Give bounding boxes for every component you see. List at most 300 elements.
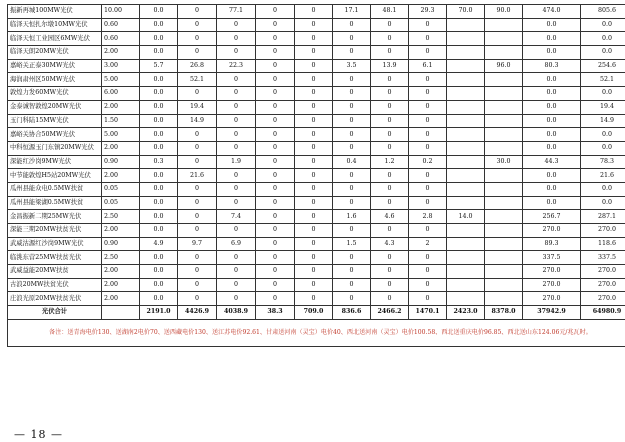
value-cell: 0 xyxy=(295,182,333,196)
value-cell: 118.6 xyxy=(581,237,625,251)
value-cell xyxy=(447,87,485,101)
value-cell: 270.0 xyxy=(581,224,625,238)
value-cell: 0 xyxy=(178,292,217,306)
value-cell: 0.0 xyxy=(523,100,581,114)
value-cell: 0 xyxy=(295,265,333,279)
value-cell: 0 xyxy=(256,196,295,210)
value-cell: 22.3 xyxy=(217,59,256,73)
value-cell: 0 xyxy=(256,5,295,19)
table-row xyxy=(8,169,625,183)
value-cell: 0 xyxy=(217,128,256,142)
value-cell: 30.0 xyxy=(485,155,523,169)
value-cell: 0.0 xyxy=(140,46,178,60)
value-cell: 0 xyxy=(256,141,295,155)
total-value-cell: 4426.9 xyxy=(178,306,217,320)
total-value-cell: 1470.1 xyxy=(409,306,447,320)
value-cell: 0 xyxy=(295,18,333,32)
value-cell: 0 xyxy=(333,73,371,87)
value-cell: 0.60 xyxy=(102,32,140,46)
value-cell: 0 xyxy=(178,155,217,169)
value-cell: 0.0 xyxy=(581,182,625,196)
value-cell: 0 xyxy=(256,210,295,224)
value-cell xyxy=(447,100,485,114)
table-row xyxy=(8,32,625,46)
value-cell: 0 xyxy=(371,224,409,238)
value-cell: 4.9 xyxy=(140,237,178,251)
value-cell: 10.00 xyxy=(102,5,140,19)
value-cell: 13.9 xyxy=(371,59,409,73)
value-cell: 0.4 xyxy=(333,155,371,169)
value-cell: 0.0 xyxy=(140,169,178,183)
value-cell: 0 xyxy=(178,265,217,279)
value-cell: 0.0 xyxy=(523,141,581,155)
value-cell: 0 xyxy=(333,100,371,114)
value-cell xyxy=(485,182,523,196)
value-cell: 0 xyxy=(295,114,333,128)
value-cell xyxy=(485,46,523,60)
value-cell: 0.0 xyxy=(140,128,178,142)
total-value-cell: 4038.9 xyxy=(217,306,256,320)
station-name-cell: 瓜州县能众电0.5MW扶贫 xyxy=(8,182,102,196)
value-cell: 0.0 xyxy=(140,224,178,238)
value-cell: 0 xyxy=(256,278,295,292)
value-cell: 0 xyxy=(371,196,409,210)
value-cell: 0 xyxy=(371,32,409,46)
value-cell: 6.00 xyxy=(102,87,140,101)
value-cell: 0 xyxy=(217,100,256,114)
table-row xyxy=(8,265,625,279)
value-cell: 0 xyxy=(178,210,217,224)
value-cell: 0 xyxy=(371,18,409,32)
value-cell: 1.6 xyxy=(333,210,371,224)
table-row xyxy=(8,59,625,73)
value-cell: 0.0 xyxy=(523,32,581,46)
value-cell xyxy=(447,59,485,73)
value-cell xyxy=(485,169,523,183)
value-cell: 0 xyxy=(295,278,333,292)
value-cell xyxy=(447,237,485,251)
table-row xyxy=(8,46,625,60)
total-value-cell: 709.0 xyxy=(295,306,333,320)
station-name-cell: 金泰诚智敦煌20MW光伏 xyxy=(8,100,102,114)
value-cell: 0 xyxy=(409,292,447,306)
value-cell: 0 xyxy=(256,18,295,32)
station-name-cell: 振新再城100MW光伏 xyxy=(8,5,102,19)
value-cell: 0 xyxy=(295,87,333,101)
value-cell: 0 xyxy=(295,59,333,73)
table-row xyxy=(8,5,625,19)
value-cell: 29.3 xyxy=(409,5,447,19)
value-cell: 0.0 xyxy=(140,292,178,306)
value-cell xyxy=(447,73,485,87)
value-cell xyxy=(447,169,485,183)
table-row xyxy=(8,278,625,292)
value-cell: 0.0 xyxy=(581,128,625,142)
value-cell: 19.4 xyxy=(178,100,217,114)
value-cell: 0 xyxy=(371,182,409,196)
value-cell: 0.90 xyxy=(102,237,140,251)
station-name-cell: 古浪20MW扶贫光伏 xyxy=(8,278,102,292)
station-name-cell: 深能三期20MW扶贫光伏 xyxy=(8,224,102,238)
value-cell: 0.0 xyxy=(140,196,178,210)
value-cell: 0 xyxy=(178,196,217,210)
value-cell: 0.0 xyxy=(140,182,178,196)
value-cell: 0 xyxy=(217,265,256,279)
value-cell: 0 xyxy=(333,278,371,292)
value-cell: 0 xyxy=(217,292,256,306)
value-cell: 0 xyxy=(295,5,333,19)
value-cell: 0 xyxy=(409,196,447,210)
value-cell: 70.0 xyxy=(447,5,485,19)
table-row xyxy=(8,100,625,114)
value-cell: 0 xyxy=(217,224,256,238)
value-cell: 0 xyxy=(256,59,295,73)
value-cell: 0 xyxy=(409,114,447,128)
station-name-cell: 敦煌力发60MW光伏 xyxy=(8,87,102,101)
value-cell: 0 xyxy=(295,32,333,46)
value-cell: 0 xyxy=(256,128,295,142)
value-cell: 0 xyxy=(256,46,295,60)
value-cell: 0 xyxy=(333,169,371,183)
value-cell: 0 xyxy=(371,46,409,60)
value-cell: 0.0 xyxy=(140,32,178,46)
value-cell: 0 xyxy=(333,87,371,101)
table-row xyxy=(8,292,625,306)
value-cell: 5.00 xyxy=(102,128,140,142)
value-cell: 0.3 xyxy=(140,155,178,169)
value-cell xyxy=(485,128,523,142)
station-name-cell: 嘉峪关正泰30MW光伏 xyxy=(8,59,102,73)
value-cell: 9.7 xyxy=(178,237,217,251)
value-cell: 0 xyxy=(333,196,371,210)
value-cell xyxy=(485,18,523,32)
value-cell xyxy=(447,265,485,279)
value-cell xyxy=(485,265,523,279)
value-cell xyxy=(485,87,523,101)
value-cell xyxy=(485,278,523,292)
value-cell: 254.6 xyxy=(581,59,625,73)
value-cell: 14.9 xyxy=(581,114,625,128)
value-cell: 0.0 xyxy=(523,114,581,128)
value-cell: 0.0 xyxy=(581,141,625,155)
value-cell: 0 xyxy=(409,87,447,101)
value-cell xyxy=(447,155,485,169)
value-cell: 0 xyxy=(409,141,447,155)
table-row xyxy=(8,237,625,251)
value-cell: 270.0 xyxy=(581,265,625,279)
value-cell: 270.0 xyxy=(581,292,625,306)
note-row xyxy=(8,319,625,346)
station-name-cell: 武威益能20MW扶贫 xyxy=(8,265,102,279)
value-cell: 0.0 xyxy=(523,87,581,101)
total-value-cell: 38.3 xyxy=(256,306,295,320)
value-cell: 6.1 xyxy=(409,59,447,73)
value-cell: 0 xyxy=(295,210,333,224)
value-cell: 0.0 xyxy=(140,265,178,279)
value-cell: 0 xyxy=(217,182,256,196)
value-cell: 0.0 xyxy=(581,32,625,46)
value-cell: 0 xyxy=(409,46,447,60)
value-cell: 0.0 xyxy=(523,73,581,87)
value-cell: 2.8 xyxy=(409,210,447,224)
value-cell xyxy=(447,18,485,32)
value-cell: 270.0 xyxy=(523,265,581,279)
station-name-cell: 嘉峪关协合50MW光伏 xyxy=(8,128,102,142)
value-cell xyxy=(485,141,523,155)
table-body xyxy=(8,5,625,347)
value-cell: 0 xyxy=(256,32,295,46)
station-name-cell: 玉门科陆15MW光伏 xyxy=(8,114,102,128)
value-cell: 0 xyxy=(371,292,409,306)
total-value-cell: 2466.2 xyxy=(371,306,409,320)
value-cell: 0.0 xyxy=(140,141,178,155)
value-cell: 0 xyxy=(256,265,295,279)
value-cell: 0.0 xyxy=(581,46,625,60)
value-cell: 2.50 xyxy=(102,251,140,265)
value-cell: 0 xyxy=(333,32,371,46)
value-cell xyxy=(447,292,485,306)
value-cell xyxy=(447,128,485,142)
value-cell: 0 xyxy=(409,32,447,46)
value-cell: 52.1 xyxy=(178,73,217,87)
value-cell: 0 xyxy=(409,224,447,238)
value-cell xyxy=(485,114,523,128)
value-cell: 26.8 xyxy=(178,59,217,73)
total-value-cell: 2423.0 xyxy=(447,306,485,320)
value-cell xyxy=(447,182,485,196)
value-cell xyxy=(447,196,485,210)
value-cell: 21.6 xyxy=(581,169,625,183)
value-cell: 0 xyxy=(371,169,409,183)
value-cell: 2.00 xyxy=(102,169,140,183)
value-cell: 0.0 xyxy=(140,114,178,128)
station-name-cell: 临泽天恒工业园区6MW光伏 xyxy=(8,32,102,46)
value-cell: 2.00 xyxy=(102,46,140,60)
value-cell: 0 xyxy=(409,128,447,142)
value-cell: 0 xyxy=(371,278,409,292)
value-cell: 78.3 xyxy=(581,155,625,169)
station-name-cell: 临泽天朗20MW光伏 xyxy=(8,46,102,60)
value-cell: 7.4 xyxy=(217,210,256,224)
value-cell: 0.0 xyxy=(140,100,178,114)
value-cell: 14.9 xyxy=(178,114,217,128)
value-cell: 0.0 xyxy=(581,196,625,210)
value-cell: 0 xyxy=(295,46,333,60)
value-cell: 0.0 xyxy=(581,18,625,32)
value-cell: 0 xyxy=(178,5,217,19)
value-cell: 0 xyxy=(178,32,217,46)
value-cell: 0 xyxy=(371,141,409,155)
value-cell: 0.0 xyxy=(140,5,178,19)
value-cell: 0 xyxy=(371,251,409,265)
value-cell xyxy=(485,73,523,87)
value-cell xyxy=(447,32,485,46)
value-cell: 0.90 xyxy=(102,155,140,169)
note-text: 备注：送青海电价130、送湖南2电价70、送西藏电价130、送江苏电价92.61、甘肃送河南（灵宝）电价40、西北送河南（灵宝）电价100.58、西北送重庆电价96.85、西北送山东124.06元/兆瓦时。 xyxy=(8,319,625,346)
value-cell: 0.0 xyxy=(523,18,581,32)
station-name-cell: 武威沽源红沙岗9MW光伏 xyxy=(8,237,102,251)
value-cell: 4.6 xyxy=(371,210,409,224)
value-cell: 0 xyxy=(295,100,333,114)
value-cell xyxy=(485,210,523,224)
value-cell: 1.2 xyxy=(371,155,409,169)
value-cell: 337.5 xyxy=(523,251,581,265)
value-cell: 3.00 xyxy=(102,59,140,73)
value-cell: 0 xyxy=(333,265,371,279)
value-cell: 2.00 xyxy=(102,224,140,238)
value-cell: 805.6 xyxy=(581,5,625,19)
value-cell: 0 xyxy=(217,18,256,32)
value-cell xyxy=(485,196,523,210)
value-cell: 0 xyxy=(295,141,333,155)
settlement-table xyxy=(7,4,625,347)
value-cell: 0 xyxy=(295,73,333,87)
value-cell: 0 xyxy=(295,128,333,142)
value-cell: 0 xyxy=(256,114,295,128)
value-cell: 2.00 xyxy=(102,265,140,279)
station-name-cell: 中节能敦煌H5站20MW光伏 xyxy=(8,169,102,183)
station-name-cell: 临泽天恒扎尔墩10MW光伏 xyxy=(8,18,102,32)
value-cell: 77.1 xyxy=(217,5,256,19)
value-cell: 0 xyxy=(409,169,447,183)
value-cell: 0 xyxy=(178,46,217,60)
value-cell: 1.5 xyxy=(333,237,371,251)
value-cell xyxy=(447,46,485,60)
value-cell: 89.3 xyxy=(523,237,581,251)
value-cell: 0 xyxy=(409,182,447,196)
value-cell: 0.0 xyxy=(523,46,581,60)
value-cell xyxy=(447,114,485,128)
value-cell: 2.00 xyxy=(102,100,140,114)
value-cell: 0.0 xyxy=(523,169,581,183)
total-row xyxy=(8,306,625,320)
station-name-cell: 海润肃州区50MW光伏 xyxy=(8,73,102,87)
total-value-cell: 64980.9 xyxy=(581,306,625,320)
value-cell: 17.1 xyxy=(333,5,371,19)
page-number: — 18 — xyxy=(14,428,63,441)
value-cell: 2.50 xyxy=(102,210,140,224)
value-cell: 4.3 xyxy=(371,237,409,251)
value-cell: 6.9 xyxy=(217,237,256,251)
table-row xyxy=(8,18,625,32)
value-cell: 2 xyxy=(409,237,447,251)
value-cell: 0 xyxy=(295,155,333,169)
value-cell: 0 xyxy=(371,73,409,87)
value-cell: 90.0 xyxy=(485,5,523,19)
value-cell: 48.1 xyxy=(371,5,409,19)
table-row xyxy=(8,141,625,155)
value-cell xyxy=(447,224,485,238)
value-cell: 0 xyxy=(333,224,371,238)
value-cell: 0.60 xyxy=(102,18,140,32)
value-cell: 5.7 xyxy=(140,59,178,73)
value-cell: 0 xyxy=(217,251,256,265)
value-cell: 0 xyxy=(295,251,333,265)
table-row xyxy=(8,73,625,87)
value-cell: 0 xyxy=(371,128,409,142)
value-cell: 0 xyxy=(217,141,256,155)
value-cell: 0 xyxy=(178,18,217,32)
value-cell xyxy=(485,224,523,238)
table-row xyxy=(8,224,625,238)
value-cell: 0 xyxy=(409,251,447,265)
value-cell: 0 xyxy=(217,114,256,128)
value-cell: 0 xyxy=(409,278,447,292)
station-name-cell: 临洮东营25MW扶贫光伏 xyxy=(8,251,102,265)
value-cell: 1.50 xyxy=(102,114,140,128)
value-cell: 0 xyxy=(217,169,256,183)
value-cell: 0 xyxy=(295,196,333,210)
value-cell: 256.7 xyxy=(523,210,581,224)
value-cell: 0 xyxy=(178,87,217,101)
value-cell: 0 xyxy=(295,169,333,183)
value-cell: 0 xyxy=(178,251,217,265)
station-name-cell: 金昌振新二期25MW光伏 xyxy=(8,210,102,224)
table-row xyxy=(8,210,625,224)
value-cell: 52.1 xyxy=(581,73,625,87)
value-cell: 0.0 xyxy=(523,196,581,210)
value-cell: 2.00 xyxy=(102,278,140,292)
value-cell: 0.0 xyxy=(140,210,178,224)
value-cell: 287.1 xyxy=(581,210,625,224)
value-cell: 19.4 xyxy=(581,100,625,114)
value-cell: 0 xyxy=(333,251,371,265)
value-cell: 270.0 xyxy=(523,292,581,306)
table-row xyxy=(8,128,625,142)
value-cell: 0 xyxy=(333,114,371,128)
value-cell: 80.3 xyxy=(523,59,581,73)
value-cell: 0 xyxy=(295,237,333,251)
value-cell: 0.0 xyxy=(140,87,178,101)
total-value-cell xyxy=(102,306,140,320)
value-cell: 0 xyxy=(295,292,333,306)
value-cell: 0.0 xyxy=(140,278,178,292)
total-label-cell: 光伏合计 xyxy=(8,306,102,320)
value-cell: 0.05 xyxy=(102,182,140,196)
value-cell: 0 xyxy=(217,87,256,101)
value-cell: 3.5 xyxy=(333,59,371,73)
value-cell: 0 xyxy=(409,265,447,279)
value-cell: 0 xyxy=(333,46,371,60)
value-cell: 0 xyxy=(217,278,256,292)
value-cell: 0 xyxy=(409,18,447,32)
total-value-cell: 2191.0 xyxy=(140,306,178,320)
value-cell: 0 xyxy=(333,141,371,155)
value-cell: 270.0 xyxy=(581,278,625,292)
value-cell: 0 xyxy=(256,182,295,196)
value-cell: 0.0 xyxy=(523,128,581,142)
table-row xyxy=(8,251,625,265)
value-cell: 474.0 xyxy=(523,5,581,19)
value-cell xyxy=(447,141,485,155)
value-cell: 0.0 xyxy=(140,73,178,87)
value-cell: 337.5 xyxy=(581,251,625,265)
value-cell: 0 xyxy=(256,155,295,169)
value-cell xyxy=(485,100,523,114)
value-cell: 2.00 xyxy=(102,292,140,306)
value-cell xyxy=(485,237,523,251)
value-cell: 0 xyxy=(217,73,256,87)
value-cell: 0 xyxy=(217,32,256,46)
value-cell: 0.05 xyxy=(102,196,140,210)
value-cell: 0 xyxy=(371,114,409,128)
value-cell: 0 xyxy=(256,251,295,265)
value-cell: 0.0 xyxy=(140,251,178,265)
value-cell: 0.0 xyxy=(581,87,625,101)
total-value-cell: 8378.0 xyxy=(485,306,523,320)
total-value-cell: 37942.9 xyxy=(523,306,581,320)
value-cell: 21.6 xyxy=(178,169,217,183)
